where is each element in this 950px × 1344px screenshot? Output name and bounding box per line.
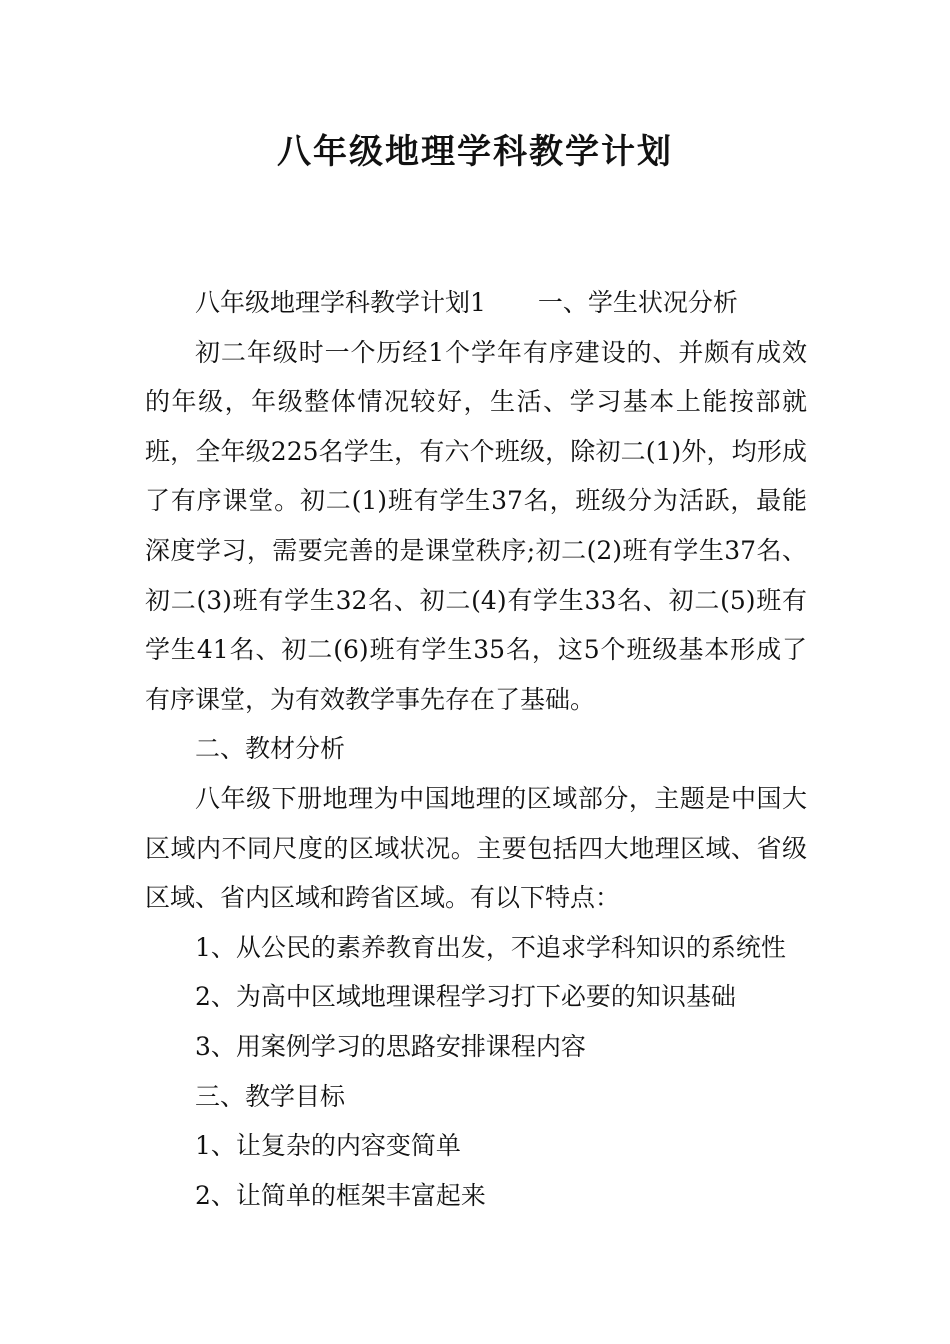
list-item: 1、让复杂的内容变简单 [195, 1131, 461, 1161]
list-item: 2、让简单的框架丰富起来 [195, 1180, 486, 1210]
section-heading-teaching-goals: 三、教学目标 [195, 1081, 346, 1111]
document-body [145, 278, 807, 1220]
section-heading-student-analysis: 一、学生状况分析 [537, 288, 738, 317]
plan-heading: 八年级地理学科教学计划1 [195, 288, 486, 317]
heading-line [145, 278, 807, 328]
section-heading-textbook-analysis: 二、教材分析 [195, 734, 346, 764]
paragraph-student-analysis: 初二年级时一个历经1个学年有序建设的、并颇有成效的年级，年级整体情况较好，生活、学习基本上能按部就班，全年级225名学生，有六个班级，除初二(1)外，均形成了有序课堂。初二(1)班有学生37名，班级分为活跃，最能深度学习，需要完善的是课堂秩序;初二(2)班有学生37名、初二(3)班有学生32名、初二(4)有学生33名、初二(5)班有学生41名、初二(6)班有学生35名，这5个班级基本形成了有序课堂，为有效教学事先存在了基础。 [145, 337, 807, 714]
list-item: 2、为高中区域地理课程学习打下必要的知识基础 [195, 982, 736, 1012]
list-item: 1、从公民的素养教育出发，不追求学科知识的系统性 [195, 932, 786, 962]
paragraph-textbook-analysis: 八年级下册地理为中国地理的区域部分，主题是中国大区域内不同尺度的区域状况。主要包括四大地理区域、省级区域、省内区域和跨省区域。有以下特点： [145, 783, 807, 913]
list-item: 3、用案例学习的思路安排课程内容 [195, 1031, 586, 1061]
document-title: 八年级地理学科教学计划 [277, 132, 673, 172]
